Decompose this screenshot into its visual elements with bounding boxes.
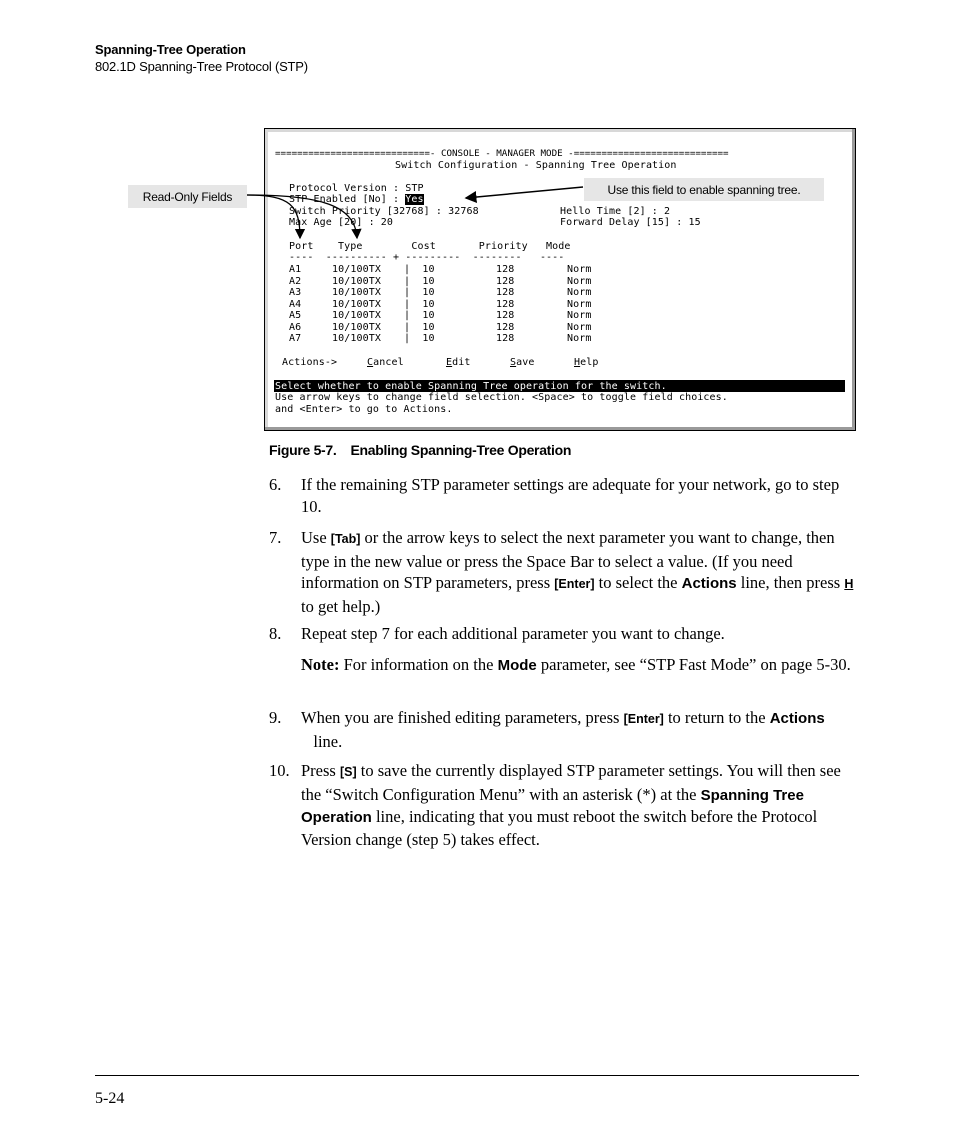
action-help[interactable]: Help <box>574 357 599 368</box>
port-row-type: 10/100TX <box>332 264 381 275</box>
port-row-mode: Norm <box>567 310 592 321</box>
port-row-mode: Norm <box>567 333 592 344</box>
port-table-rule: ---- ---------- + --------- -------- ---- <box>289 252 565 263</box>
port-row-cost: | 10 <box>404 264 435 275</box>
port-row-port: A2 <box>289 275 302 287</box>
enter-key: [Enter] <box>554 577 595 591</box>
port-row-port: A4 <box>289 298 302 310</box>
port-row-port: A6 <box>289 321 302 333</box>
action-cancel[interactable]: Cancel <box>367 357 404 368</box>
arrow-to-enable-field <box>466 187 583 198</box>
port-row-cost: | 10 <box>404 298 435 310</box>
running-header-subtitle: 802.1D Spanning-Tree Protocol (STP) <box>95 59 308 74</box>
hello-time-field: Hello Time [2] : 2 <box>560 206 671 217</box>
port-row-cost: | 10 <box>404 333 435 344</box>
switch-priority-field: Switch Priority [32768] : 32768 <box>289 206 479 217</box>
action-edit[interactable]: Edit <box>446 357 471 368</box>
step-10: 10. Press [S] to save the currently displayed STP parameter settings. You will then see the “Switch Configuration Menu” with an asterisk (*) at the Spanning Tree Operation line, indicating that you must reboot the switch before the Protocol Version change (step 5) takes effect. <box>269 761 841 849</box>
figure-caption: Figure 5-7. Enabling Spanning-Tree Operation <box>269 442 572 458</box>
step-9: 9. When you are finished editing parameters, press [Enter] to return to the Actions line. <box>269 708 825 751</box>
port-row-priority: 128 <box>496 298 515 310</box>
arrow-to-type-column <box>247 195 357 238</box>
port-row-port: A5 <box>289 310 302 321</box>
port-row-cost: | 10 <box>404 287 435 298</box>
max-age-field: Max Age [20] : 20 <box>289 217 394 228</box>
console-banner: ============================- CONSOLE - MANAGER MODE -============================ <box>275 148 729 159</box>
tab-key: [Tab] <box>330 532 361 546</box>
stp-enabled-label: STP Enabled [No] : <box>289 194 406 205</box>
page-number: 5-24 <box>95 1090 125 1107</box>
port-row-port: A1 <box>289 264 302 275</box>
h-key: H <box>844 577 854 591</box>
running-header-title: Spanning-Tree Operation <box>95 42 246 57</box>
port-row-priority: 128 <box>496 275 515 287</box>
port-row-type: 10/100TX <box>332 287 381 298</box>
port-row-mode: Norm <box>567 264 592 275</box>
port-row-priority: 128 <box>496 287 515 298</box>
port-row-port: A3 <box>289 287 302 298</box>
help-line-1: Use arrow keys to change field selection. <Space> to toggle field choices. <box>275 392 728 403</box>
arrow-to-port-column <box>247 195 300 238</box>
port-row-mode: Norm <box>567 298 592 310</box>
step-7: 7. Use [Tab] or the arrow keys to select the next parameter you want to change, then type in the new value or press the Space Bar to select a value. (If you need information on STP parameters, press [Enter] to select the Actions line, then press H to get help.) <box>269 528 854 616</box>
port-row-priority: 128 <box>496 310 515 321</box>
port-row-mode: Norm <box>567 287 592 298</box>
port-row-cost: | 10 <box>404 275 435 287</box>
port-table-header: Port Type Cost Priority Mode <box>289 241 571 252</box>
actions-label: Actions-> <box>282 357 338 368</box>
enter-key: [Enter] <box>623 712 664 726</box>
port-row-priority: 128 <box>496 321 515 333</box>
s-key: [S] <box>339 765 357 779</box>
stp-enabled-value[interactable]: Yes <box>405 194 424 205</box>
port-row-cost: | 10 <box>404 310 435 321</box>
step-6: 6. If the remaining STP parameter settings are adequate for your network, go to step 10. <box>269 475 840 516</box>
status-line: Select whether to enable Spanning Tree operation for the switch. <box>275 381 667 392</box>
port-row-type: 10/100TX <box>332 275 381 287</box>
footer-rule <box>95 1075 859 1076</box>
read-only-callout: Read-Only Fields <box>128 185 247 208</box>
port-row-type: 10/100TX <box>332 310 381 321</box>
port-row-mode: Norm <box>567 321 592 333</box>
help-line-2: and <Enter> to go to Actions. <box>275 404 453 415</box>
enable-field-callout: Use this field to enable spanning tree. <box>584 178 824 201</box>
port-row-priority: 128 <box>496 333 515 344</box>
port-row-priority: 128 <box>496 264 515 275</box>
forward-delay-field: Forward Delay [15] : 15 <box>560 217 701 228</box>
port-row-type: 10/100TX <box>332 333 381 344</box>
port-row-cost: | 10 <box>404 321 435 333</box>
note: Note: For information on the Mode parameter, see “STP Fast Mode” on page 5-30. <box>301 655 851 674</box>
port-row-port: A7 <box>289 333 302 344</box>
port-row-type: 10/100TX <box>332 298 381 310</box>
port-row-mode: Norm <box>567 275 592 287</box>
step-8: 8. Repeat step 7 for each additional parameter you want to change. <box>269 624 725 643</box>
action-save[interactable]: Save <box>510 357 535 368</box>
protocol-version-field: Protocol Version : STP <box>289 183 424 194</box>
port-row-type: 10/100TX <box>332 321 381 333</box>
console-screen-title: Switch Configuration - Spanning Tree Operation <box>395 160 677 171</box>
